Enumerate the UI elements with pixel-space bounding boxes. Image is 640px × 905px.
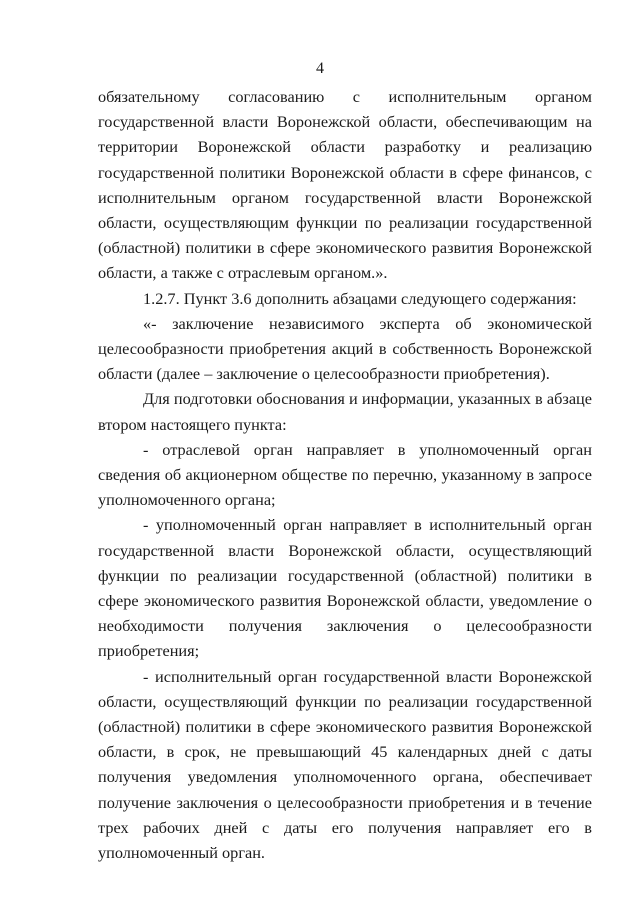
document-body xyxy=(98,84,592,865)
paragraph-list-item-1: - отраслевой орган направляет в уполномоченный орган сведения об акционерном обществе по перечню, указанному в запросе уполномоченного органа; xyxy=(98,439,592,510)
paragraph-continuation: обязательному согласованию с исполнительным органом государственной власти Воронежской области, обеспечивающим на территории Воронежской области разработку и реализацию государственной политики Воронежской области в сфере финансов, с исполнительным органом государственной власти Воронежской области, осуществляющим функции по реализации государственной (областной) политики в сфере экономического развития Воронежской области, а также с отраслевым органом.». xyxy=(98,87,592,283)
paragraph-list-item-3: - исполнительный орган государственной власти Воронежской области, осуществляющий функции по реализации государственной (областной) политики в сфере экономического развития Воронежской области, в срок, не превышающий 45 календарных дней с даты получения уведомления уполномоченного органа, обеспечивает получение заключения о целесообразности приобретения и в течение трех рабочих дней с даты его получения направляет его в уполномоченный орган. xyxy=(98,666,592,863)
paragraph-item-1-2-7: 1.2.7. Пункт 3.6 дополнить абзацами следующего содержания: xyxy=(143,288,577,308)
paragraph-list-item-2: - уполномоченный орган направляет в исполнительный орган государственной власти Воронежской области, осуществляющий функции по реализации государственной (областной) политики в сфере экономического развития Воронежской области, уведомление о необходимости получения заключения о целесообразности приобретения; xyxy=(98,515,592,661)
paragraph-expert-conclusion: «- заключение независимого эксперта об экономической целесообразности приобретения акций в собственность Воронежской области (далее – заключение о целесообразности приобретения). xyxy=(98,313,592,384)
page-number: 4 xyxy=(316,60,324,77)
paragraph-preparation: Для подготовки обоснования и информации, указанных в абзаце втором настоящего пункта: xyxy=(98,389,592,434)
